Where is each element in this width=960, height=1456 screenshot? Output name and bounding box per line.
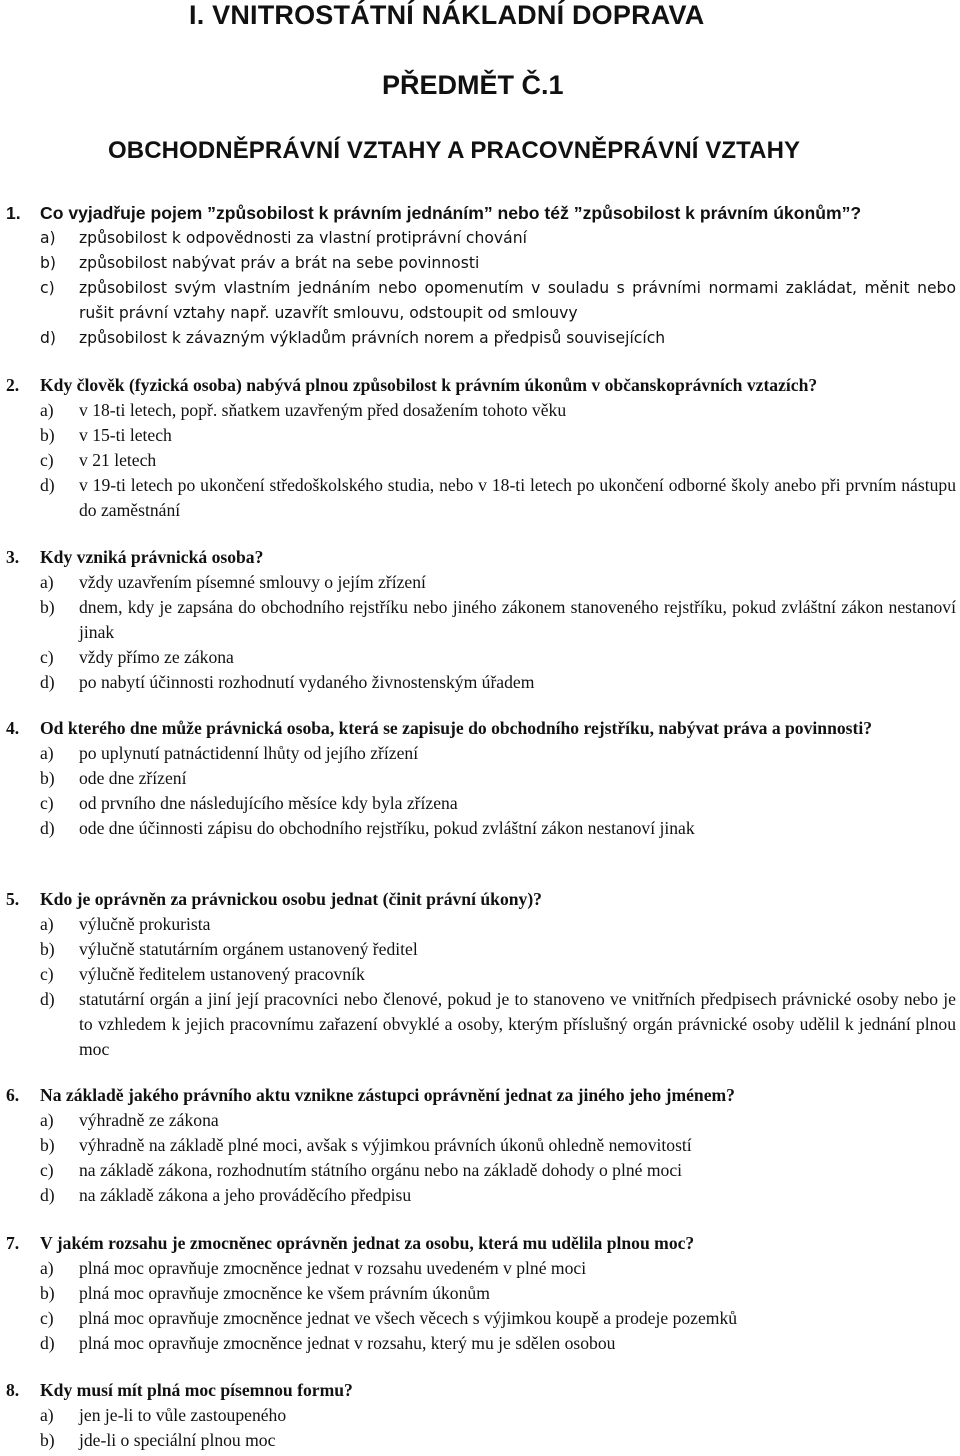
question-5 <box>0 887 960 1062</box>
question-line <box>0 201 960 226</box>
question-number: 1. <box>6 203 21 223</box>
question-2 <box>0 373 960 523</box>
option-text: plná moc opravňuje zmocněnce jednat v rozsahu uvedeném v plné moci <box>79 1258 587 1278</box>
option-text: plná moc opravňuje zmocněnce ke všem právním úkonům <box>79 1283 490 1303</box>
option-letter: d) <box>40 989 55 1009</box>
option-text: v 15-ti letech <box>79 425 172 445</box>
question-text: Kdy musí mít plná moc písemnou formu? <box>40 1380 353 1400</box>
question-4 <box>0 716 960 841</box>
option-letter: a) <box>40 1110 54 1130</box>
answer-option-a <box>0 570 960 595</box>
answer-option-b <box>0 1428 960 1453</box>
answer-option-d <box>0 473 960 523</box>
question-text: Kdy vzniká právnická osoba? <box>40 547 264 567</box>
question-number: 8. <box>6 1380 20 1400</box>
answer-option-b <box>0 251 960 276</box>
option-letter: b) <box>40 597 55 617</box>
option-text: způsobilost nabývat práv a brát na sebe povinnosti <box>79 254 480 272</box>
option-text: způsobilost k odpovědnosti za vlastní protiprávní chování <box>79 229 527 247</box>
option-text: vždy přímo ze zákona <box>79 647 234 667</box>
option-letter: c) <box>40 964 54 984</box>
answer-option-a <box>0 741 960 766</box>
option-letter: d) <box>40 1333 55 1353</box>
answer-option-b <box>0 766 960 791</box>
answer-option-c <box>0 1158 960 1183</box>
option-text: od prvního dne následujícího měsíce kdy byla zřízena <box>79 793 458 813</box>
option-text: ode dne účinnosti zápisu do obchodního rejstříku, pokud zvláštní zákon nestanoví jinak <box>79 818 695 838</box>
answer-option-c <box>0 276 960 326</box>
question-line <box>0 716 960 741</box>
question-number: 5. <box>6 889 20 909</box>
option-text: v 19-ti letech po ukončení středoškolského studia, nebo v 18-ti letech po ukončení odborné školy anebo při prvním nástupu do zaměstnání <box>79 475 956 520</box>
option-letter: d) <box>40 818 55 838</box>
option-letter: b) <box>40 768 55 788</box>
topic-heading: OBCHODNĚPRÁVNÍ VZTAHY A PRACOVNĚPRÁVNÍ VZTAHY <box>108 137 801 164</box>
option-text: na základě zákona, rozhodnutím státního orgánu nebo na základě dohody o plné moci <box>79 1160 683 1180</box>
option-text: statutární orgán a jiní její pracovníci nebo členové, pokud je to stanoveno ve vnitřních předpisech právnické osoby nebo je to vzhledem k jejich pracovnímu zařazení obvyklé a osoby, kterým příslušný orgán právnické osoby udělil k jednání plnou moc <box>79 989 956 1059</box>
question-line <box>0 887 960 912</box>
option-letter: a) <box>40 743 54 763</box>
answer-option-a <box>0 398 960 423</box>
answer-option-b <box>0 1281 960 1306</box>
answer-option-d <box>0 1183 960 1208</box>
answer-option-c <box>0 962 960 987</box>
question-6 <box>0 1083 960 1208</box>
answer-option-c <box>0 645 960 670</box>
question-number: 2. <box>6 375 20 395</box>
option-letter: a) <box>40 914 54 934</box>
option-letter: c) <box>40 1160 54 1180</box>
question-text: Kdo je oprávněn za právnickou osobu jednat (činit právní úkony)? <box>40 889 542 909</box>
option-letter: c) <box>40 1308 54 1328</box>
option-text: na základě zákona a jeho prováděcího předpisu <box>79 1185 412 1205</box>
question-number: 4. <box>6 718 20 738</box>
option-letter: b) <box>40 425 55 445</box>
option-letter: a) <box>40 400 54 420</box>
option-text: jde-li o speciální plnou moc <box>79 1430 276 1450</box>
question-line <box>0 1378 960 1403</box>
question-text: Co vyjadřuje pojem ”způsobilost k právním jednáním” nebo též ”způsobilost k právním úkonům”? <box>40 203 862 223</box>
chapter-heading: I. VNITROSTÁTNÍ NÁKLADNÍ DOPRAVA <box>189 0 705 30</box>
option-letter: b) <box>40 1430 55 1450</box>
option-letter: a) <box>40 1258 54 1278</box>
answer-option-b <box>0 595 960 645</box>
option-letter: d) <box>40 329 56 347</box>
question-number: 3. <box>6 547 20 567</box>
question-line <box>0 373 960 398</box>
question-text: Od kterého dne může právnická osoba, která se zapisuje do obchodního rejstříku, nabývat práva a povinnosti? <box>40 718 873 738</box>
answer-option-a <box>0 1403 960 1428</box>
answer-option-a <box>0 1108 960 1133</box>
option-letter: c) <box>40 647 54 667</box>
answer-option-c <box>0 1306 960 1331</box>
option-text: v 18-ti letech, popř. sňatkem uzavřeným před dosažením tohoto věku <box>79 400 567 420</box>
subject-heading: PŘEDMĚT Č.1 <box>382 70 564 100</box>
answer-option-a <box>0 912 960 937</box>
question-line <box>0 1083 960 1108</box>
option-letter: d) <box>40 1185 55 1205</box>
option-letter: c) <box>40 279 55 297</box>
option-text: vždy uzavřením písemné smlouvy o jejím zřízení <box>79 572 426 592</box>
option-text: výlučně ředitelem ustanovený pracovník <box>79 964 365 984</box>
option-letter: b) <box>40 254 56 272</box>
option-text: výlučně prokurista <box>79 914 211 934</box>
answer-option-a <box>0 1256 960 1281</box>
question-text: Na základě jakého právního aktu vznikne zástupci oprávnění jednat za jiného jeho jménem? <box>40 1085 735 1105</box>
question-line <box>0 1231 960 1256</box>
option-letter: b) <box>40 939 55 959</box>
answer-option-b <box>0 423 960 448</box>
answer-option-d <box>0 987 960 1062</box>
question-8 <box>0 1378 960 1453</box>
option-text: výhradně na základě plné moci, avšak s výjimkou právních úkonů ohledně nemovitostí <box>79 1135 692 1155</box>
option-text: výhradně ze zákona <box>79 1110 219 1130</box>
option-text: plná moc opravňuje zmocněnce jednat ve všech věcech s výjimkou koupě a prodeje pozemků <box>79 1308 738 1328</box>
option-text: dnem, kdy je zapsána do obchodního rejstříku nebo jiného zákonem stanoveného rejstříku, pokud zvláštní zákon nestanoví jinak <box>79 597 956 642</box>
question-text: V jakém rozsahu je zmocněnec oprávněn jednat za osobu, která mu udělila plnou moc? <box>40 1233 695 1253</box>
answer-option-d <box>0 670 960 695</box>
option-text: způsobilost k závazným výkladům právních norem a předpisů souvisejících <box>79 329 666 347</box>
question-1 <box>0 201 960 351</box>
option-text: výlučně statutárním orgánem ustanovený ředitel <box>79 939 418 959</box>
option-text: ode dne zřízení <box>79 768 187 788</box>
option-text: v 21 letech <box>79 450 157 470</box>
question-3 <box>0 545 960 695</box>
question-text: Kdy člověk (fyzická osoba) nabývá plnou způsobilost k právním úkonům v občanskoprávních vztazích? <box>40 375 818 395</box>
option-letter: b) <box>40 1135 55 1155</box>
option-letter: b) <box>40 1283 55 1303</box>
option-text: po uplynutí patnáctidenní lhůty od jejího zřízení <box>79 743 419 763</box>
answer-option-d <box>0 816 960 841</box>
option-letter: a) <box>40 1405 54 1425</box>
answer-option-d <box>0 1331 960 1356</box>
question-number: 7. <box>6 1233 20 1253</box>
question-line <box>0 545 960 570</box>
option-letter: c) <box>40 450 54 470</box>
question-7 <box>0 1231 960 1356</box>
option-letter: c) <box>40 793 54 813</box>
answer-option-b <box>0 1133 960 1158</box>
answer-option-d <box>0 326 960 351</box>
option-letter: d) <box>40 672 55 692</box>
question-number: 6. <box>6 1085 20 1105</box>
option-letter: a) <box>40 572 54 592</box>
option-text: jen je-li to vůle zastoupeného <box>79 1405 287 1425</box>
answer-option-a <box>0 226 960 251</box>
option-text: po nabytí účinnosti rozhodnutí vydaného živnostenským úřadem <box>79 672 535 692</box>
answer-option-b <box>0 937 960 962</box>
option-letter: a) <box>40 229 56 247</box>
answer-option-c <box>0 448 960 473</box>
answer-option-c <box>0 791 960 816</box>
option-text: plná moc opravňuje zmocněnce jednat v rozsahu, který mu je sdělen osobou <box>79 1333 616 1353</box>
option-letter: d) <box>40 475 55 495</box>
option-text: způsobilost svým vlastním jednáním nebo opomenutím v souladu s právními normami zakládat, měnit nebo rušit právní vztahy např. uzavřít smlouvu, odstoupit od smlouvy <box>79 279 956 322</box>
